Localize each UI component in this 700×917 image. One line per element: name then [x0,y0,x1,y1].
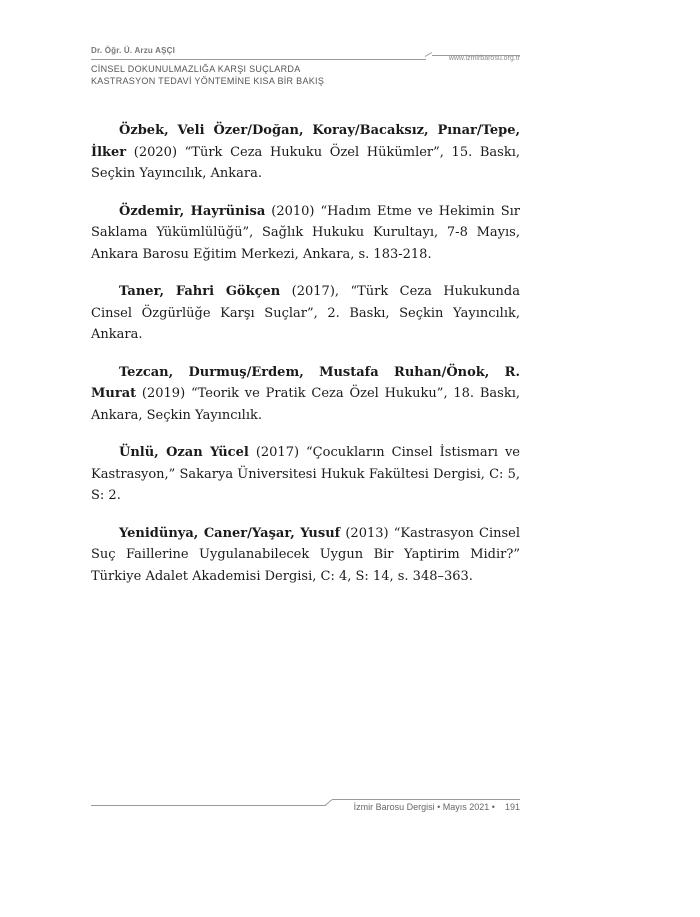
reference-entry [91,281,520,346]
reference-details: (2017), “Türk Ceza Hukukunda Cinsel Özgürlüğe Karşı Suçlar”, 2. Baskı, Seçkin Yayıncılık, Ankara. [91,284,520,342]
reference-entry [91,523,520,588]
reference-details: (2019) “Teorik ve Pratik Ceza Özel Hukuku”, 18. Baskı, Ankara, Seçkin Yayıncılık. [91,386,520,423]
page-number: 191 [504,802,520,812]
reference-details: (2017) “Çocukların Cinsel İstismarı ve Kastrasyon,” Sakarya Üniversitesi Hukuk Fakültesi Dergisi, C: 5, S: 2. [91,445,520,503]
footer-journal: İzmir Barosu Dergisi • Mayıs 2021 • [353,802,495,812]
header-divider [91,59,426,60]
reference-authors: Özdemir, Hayrünisa [119,203,266,219]
reference-details: (2020) “Türk Ceza Hukuku Özel Hükümler”, 15. Baskı, Seçkin Yayıncılık, Ankara. [91,144,520,181]
reference-details: (2013) “Kastrasyon Cinsel Suç Faillerine Uygulanabilecek Uygun Bir Yaptirim Midir?” Türkiye Adalet Akademisi Dergisi, C: 4, S: 14, s. 348–363. [91,525,521,584]
reference-authors: Ünlü, Ozan Yücel [119,445,249,460]
reference-entry [91,362,520,427]
reference-details: (2010) “Hadım Etme ve Hekimin Sır Saklama Yükümlülüğü”, Sağlık Hukuku Kurultayı, 7-8 Mayıs, Ankara Barosu Eğitim Merkezi, Ankara, s. 183-218. [91,203,520,262]
reference-authors: Tezcan, Durmuş/Erdem, Mustafa Ruhan/Önok, R. Murat [91,364,520,401]
header-article-title [91,63,324,87]
header-title-line-1: CİNSEL DOKUNULMAZLIĞA KARŞI SUÇLARDA [91,64,301,74]
footer-divider [91,805,326,806]
footer-divider-slant [325,799,333,806]
footer-divider-right [332,799,520,800]
reference-list [91,120,520,603]
header-author: Dr. Öğr. Ü. Arzu AŞÇI [91,46,176,55]
reference-authors: Yenidünya, Caner/Yaşar, Yusuf [119,525,341,541]
reference-authors: Özbek, Veli Özer/Doğan, Koray/Bacaksız, Pınar/Tepe, İlker [91,123,520,160]
footer-text [336,802,520,812]
header-website: www.izmirbarosu.org.tr [448,55,520,62]
reference-entry [91,120,520,185]
reference-entry [91,442,520,507]
reference-entry [91,201,520,266]
reference-authors: Taner, Fahri Gökçen [119,284,281,299]
header-title-line-2: KASTRASYON TEDAVİ YÖNTEMİNE KISA BİR BAKIŞ [91,76,325,86]
